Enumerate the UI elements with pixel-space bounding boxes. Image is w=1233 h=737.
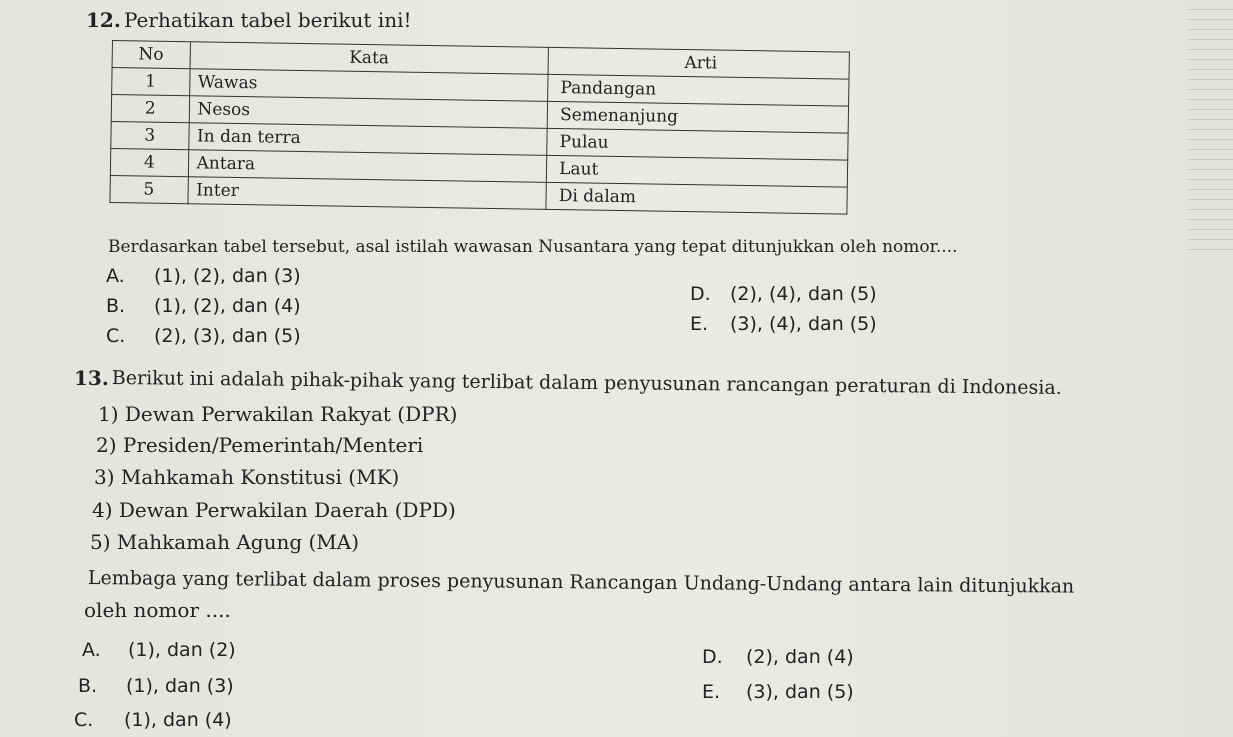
q12-option-d-label: D. — [690, 283, 711, 305]
q13-option-e-text[interactable]: (3), dan (5) — [746, 681, 854, 703]
q12-intro: Perhatikan tabel berikut ini! — [124, 8, 412, 32]
q13-option-e-label: E. — [702, 681, 721, 703]
page-edge-lines — [1188, 0, 1233, 260]
q12-option-c-label: C. — [106, 325, 126, 347]
q13-item-2: 2) Presiden/Pemerintah/Menteri — [96, 433, 424, 457]
table-header-kata: Kata — [190, 42, 549, 75]
q13-option-c-label: C. — [74, 709, 94, 731]
table-cell-kata: In dan terra — [188, 123, 547, 156]
q13-item-5: 5) Mahkamah Agung (MA) — [90, 530, 360, 554]
q13-item-1: 1) Dewan Perwakilan Rakyat (DPR) — [98, 402, 458, 426]
q13-item-4: 4) Dewan Perwakilan Daerah (DPD) — [92, 498, 456, 522]
q12-option-b-label: B. — [106, 295, 126, 317]
q13-question-line1: Lembaga yang terlibat dalam proses penyusunan Rancangan Undang-Undang antara lain ditunjukkan — [87, 566, 1075, 598]
q13-question-line2: oleh nomor .... — [84, 598, 231, 622]
table-cell-no: 4 — [110, 148, 188, 176]
q13-option-b-label: B. — [78, 675, 98, 697]
q12-option-b-text[interactable]: (1), (2), dan (4) — [154, 295, 301, 317]
table-cell-no: 3 — [111, 121, 189, 149]
q13-option-b-text[interactable]: (1), dan (3) — [126, 675, 234, 697]
q13-number: 13. — [74, 366, 109, 390]
q12-option-c-text[interactable]: (2), (3), dan (5) — [154, 325, 301, 347]
table-cell-no: 5 — [110, 175, 188, 203]
table-cell-arti: Pandangan — [548, 74, 849, 106]
table-cell-arti: Pulau — [547, 128, 848, 160]
q12-question: Berdasarkan tabel tersebut, asal istilah wawasan Nusantara yang tepat ditunjukkan oleh nomor.... — [108, 237, 958, 257]
table-cell-arti: Semenanjung — [547, 101, 848, 133]
q12-option-e-text[interactable]: (3), (4), dan (5) — [730, 313, 877, 335]
q13-option-a-label: A. — [82, 639, 101, 661]
q12-option-a-label: A. — [106, 265, 125, 287]
q13-option-a-text[interactable]: (1), dan (2) — [128, 639, 236, 661]
table-cell-arti: Laut — [547, 155, 848, 187]
q12-option-a-text[interactable]: (1), (2), dan (3) — [154, 265, 301, 287]
q12-number: 12. — [86, 8, 121, 32]
q13-intro: Berikut ini adalah pihak-pihak yang terlibat dalam penyusunan rancangan peraturan di Indonesia. — [111, 366, 1062, 399]
table-cell-no: 2 — [111, 95, 189, 123]
table-cell-kata: Wawas — [189, 69, 548, 102]
q12-table — [109, 40, 849, 215]
table-header-no: No — [112, 41, 190, 69]
q12-option-e-label: E. — [690, 313, 709, 335]
q12-option-d-text[interactable]: (2), (4), dan (5) — [730, 283, 877, 305]
table-cell-arti: Di dalam — [546, 182, 847, 214]
q13-option-d-text[interactable]: (2), dan (4) — [746, 646, 854, 668]
q13-option-c-text[interactable]: (1), dan (4) — [124, 709, 232, 731]
table-header-arti: Arti — [548, 47, 849, 79]
q13-item-3: 3) Mahkamah Konstitusi (MK) — [94, 465, 400, 489]
table-cell-kata: Inter — [187, 177, 546, 210]
table-cell-no: 1 — [112, 68, 190, 96]
table-cell-kata: Nesos — [189, 96, 548, 129]
q13-option-d-label: D. — [702, 646, 723, 668]
table-cell-kata: Antara — [188, 150, 547, 183]
